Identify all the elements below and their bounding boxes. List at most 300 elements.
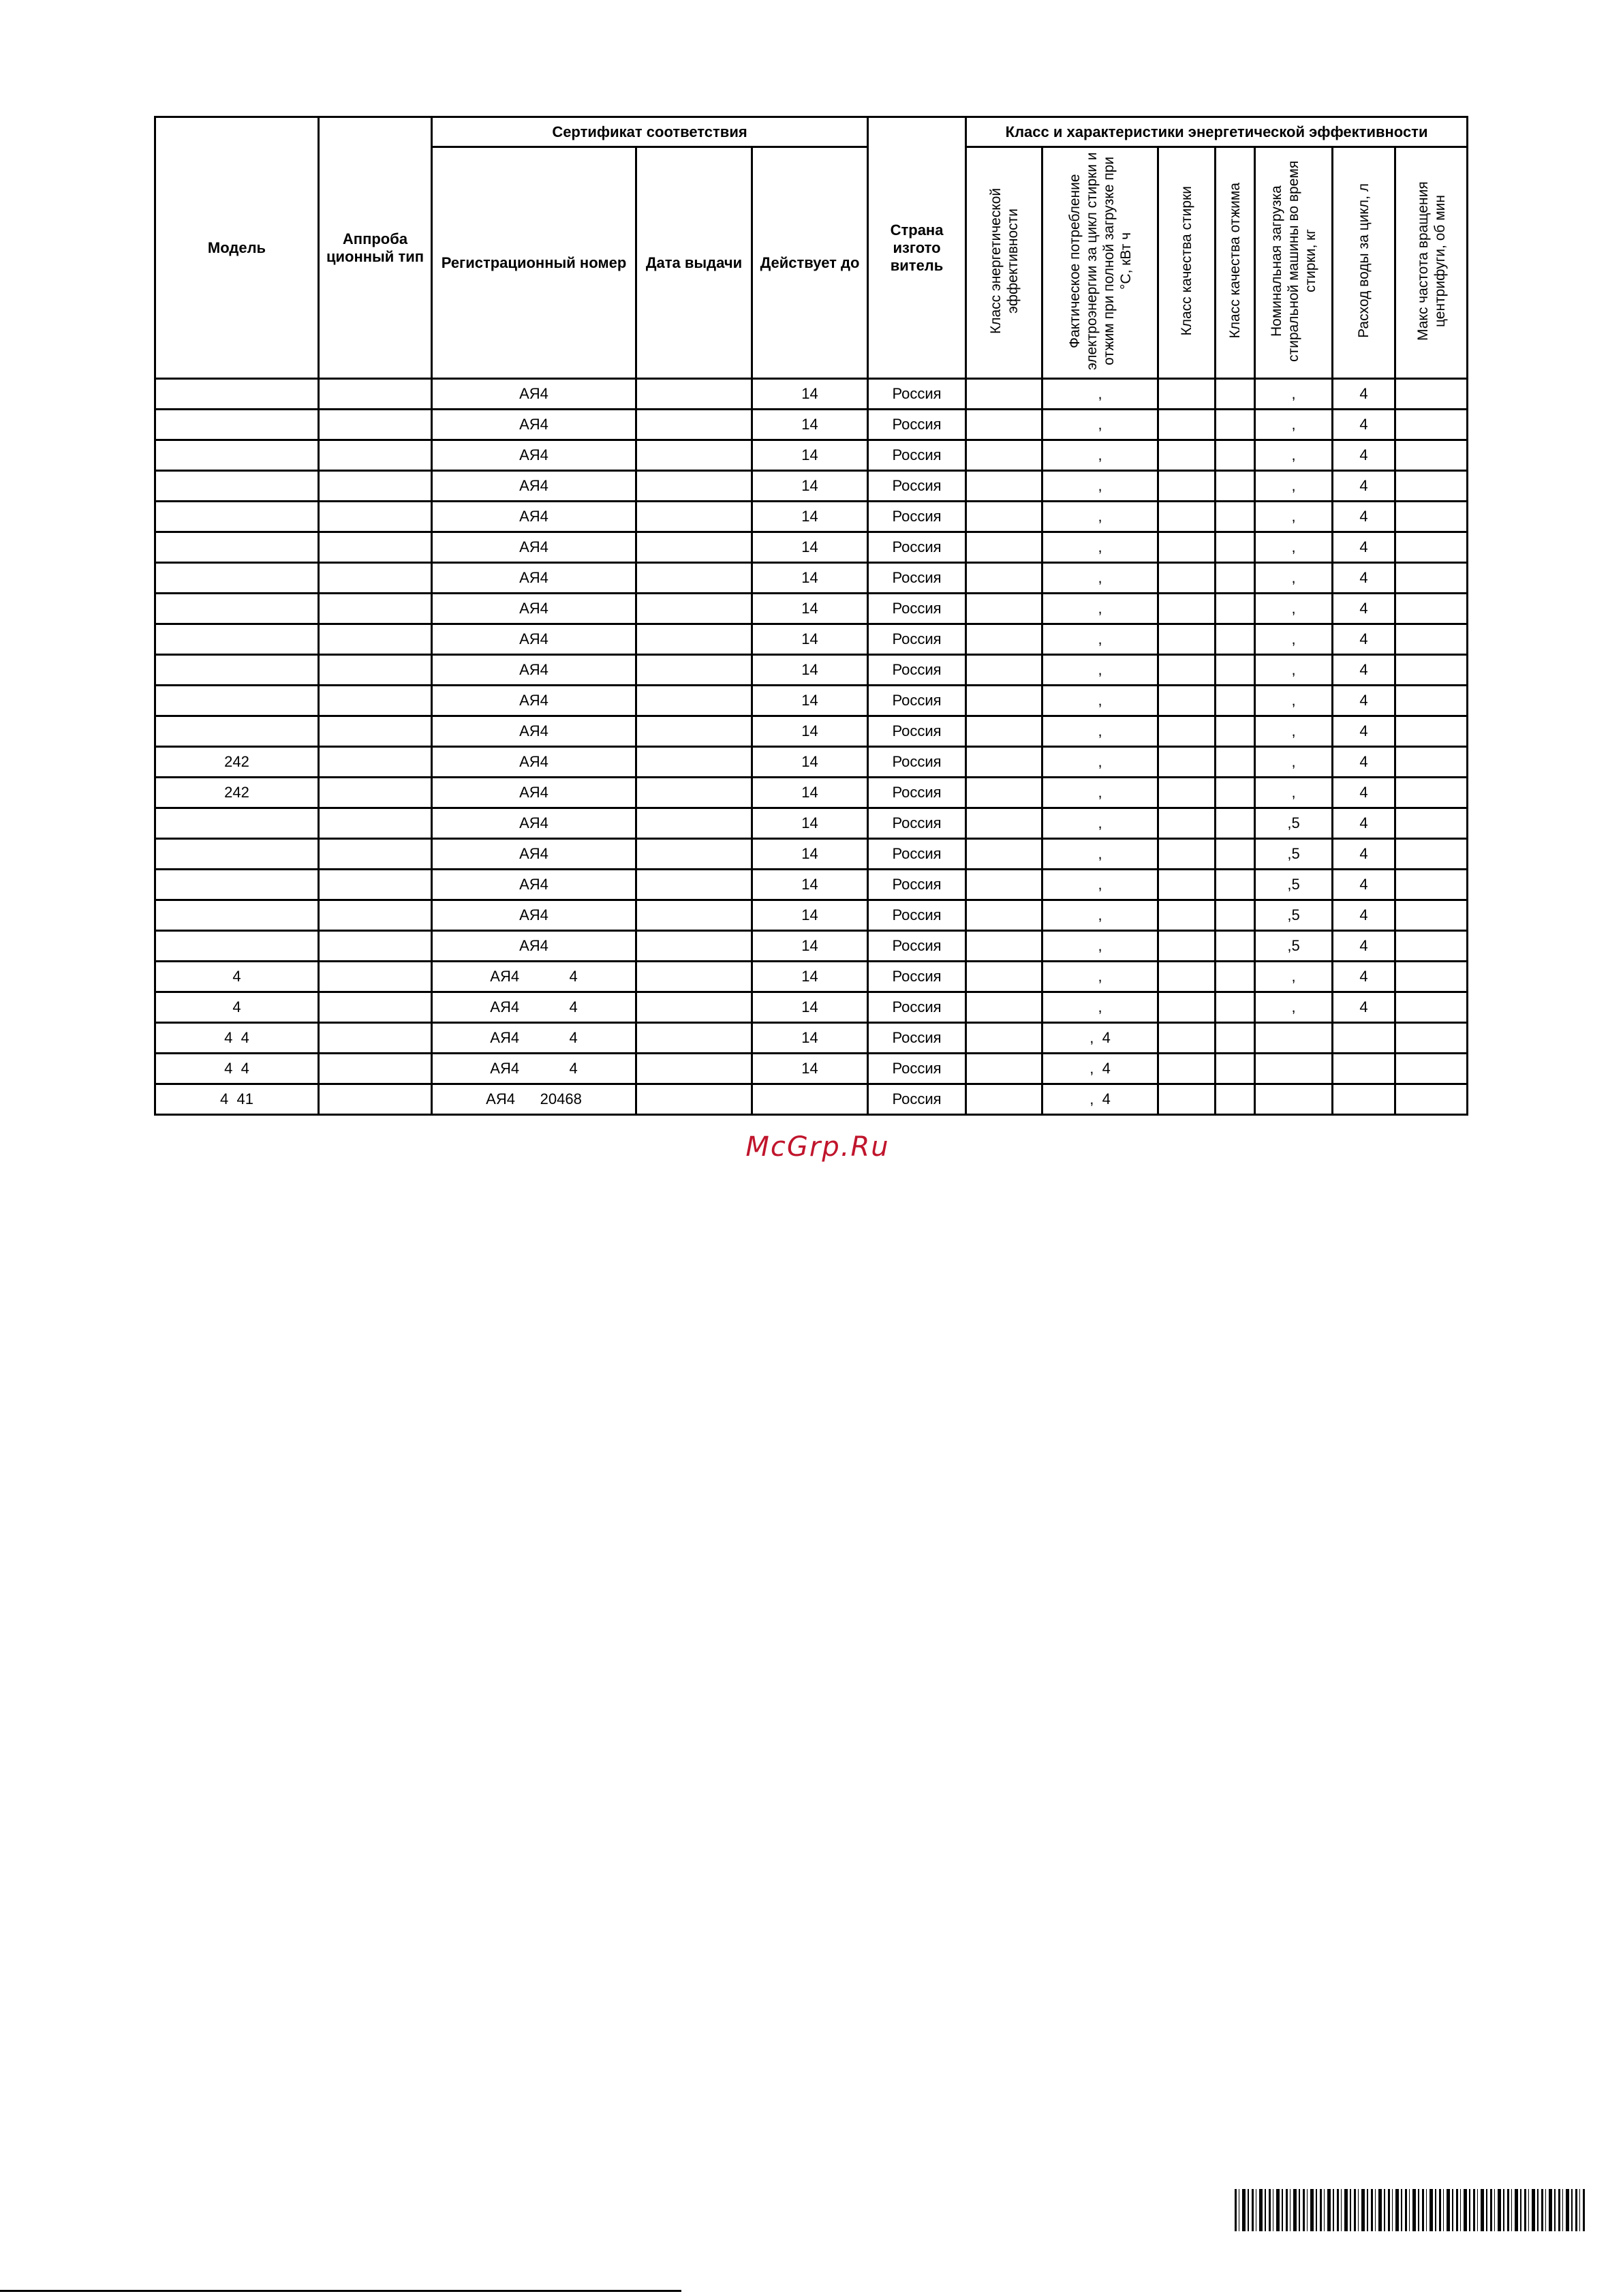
cell-water: 4: [1333, 870, 1395, 900]
cell-load: ,: [1255, 563, 1333, 594]
cell-spin: [1216, 808, 1255, 839]
cell-load: ,: [1255, 379, 1333, 410]
cell-model: [155, 471, 319, 502]
cell-consumption: ,: [1042, 778, 1158, 808]
table-row: [155, 1084, 1468, 1115]
cell-country: Россия: [868, 931, 966, 962]
cell-country: Россия: [868, 471, 966, 502]
cell-model: [155, 532, 319, 563]
cell-eclass: [966, 839, 1042, 870]
table-row: [155, 440, 1468, 471]
cell-country: Россия: [868, 379, 966, 410]
cell-water: 4: [1333, 778, 1395, 808]
cell-wash: [1158, 1023, 1216, 1054]
cell-approval: [319, 931, 432, 962]
cell-water: 4: [1333, 410, 1395, 440]
cell-spin: [1216, 870, 1255, 900]
cell-eclass: [966, 502, 1042, 532]
cell-date: [636, 563, 752, 594]
cell-wash: [1158, 839, 1216, 870]
cell-model: 4 41: [155, 1084, 319, 1115]
cell-date: [636, 624, 752, 655]
cell-reg: АЯ4: [432, 440, 636, 471]
cell-consumption: ,: [1042, 870, 1158, 900]
cell-reg: АЯ4: [432, 624, 636, 655]
cell-valid: 14: [752, 624, 868, 655]
cell-date: [636, 1054, 752, 1084]
cell-model: [155, 379, 319, 410]
cell-reg: АЯ4: [432, 594, 636, 624]
cell-spin: [1216, 1054, 1255, 1084]
cell-eclass: [966, 778, 1042, 808]
cell-speed: [1395, 379, 1468, 410]
cell-model: [155, 440, 319, 471]
cell-country: Россия: [868, 1023, 966, 1054]
cell-load: ,5: [1255, 900, 1333, 931]
cell-country: Россия: [868, 655, 966, 686]
header-energy-class: [966, 147, 1042, 379]
cell-water: 4: [1333, 808, 1395, 839]
header-energy-class-text: Класс энергетической эффективности: [987, 187, 1021, 334]
cell-model: 4: [155, 962, 319, 992]
cell-approval: [319, 594, 432, 624]
cell-speed: [1395, 931, 1468, 962]
cell-reg: АЯ4: [432, 563, 636, 594]
header-approval-type: Аппроба ционный тип: [319, 117, 432, 379]
cell-model: 242: [155, 778, 319, 808]
cell-reg: АЯ4: [432, 655, 636, 686]
cell-reg: АЯ4: [432, 931, 636, 962]
cell-water: 4: [1333, 839, 1395, 870]
cell-valid: 14: [752, 655, 868, 686]
cell-eclass: [966, 992, 1042, 1023]
cell-valid: 14: [752, 440, 868, 471]
cell-speed: [1395, 808, 1468, 839]
cell-wash: [1158, 992, 1216, 1023]
header-model: Модель: [155, 117, 319, 379]
table-row: [155, 778, 1468, 808]
cell-model: [155, 839, 319, 870]
cell-date: [636, 686, 752, 716]
cell-eclass: [966, 532, 1042, 563]
table-row: [155, 532, 1468, 563]
cell-water: 4: [1333, 502, 1395, 532]
cell-consumption: ,: [1042, 594, 1158, 624]
cell-spin: [1216, 686, 1255, 716]
cell-water: 4: [1333, 655, 1395, 686]
cell-spin: [1216, 1023, 1255, 1054]
cell-country: Россия: [868, 532, 966, 563]
cell-load: ,5: [1255, 808, 1333, 839]
cell-speed: [1395, 716, 1468, 747]
cell-wash: [1158, 471, 1216, 502]
cell-model: 242: [155, 747, 319, 778]
cell-approval: [319, 808, 432, 839]
cell-approval: [319, 992, 432, 1023]
barcode-icon: [1235, 2189, 1585, 2231]
cell-consumption: ,: [1042, 655, 1158, 686]
cell-approval: [319, 410, 432, 440]
cell-reg: АЯ4: [432, 808, 636, 839]
cell-reg: АЯ4: [432, 379, 636, 410]
cell-water: [1333, 1054, 1395, 1084]
cell-approval: [319, 839, 432, 870]
cell-country: Россия: [868, 992, 966, 1023]
cell-spin: [1216, 594, 1255, 624]
cell-consumption: ,: [1042, 502, 1158, 532]
table-row: [155, 686, 1468, 716]
cell-reg: АЯ4 4: [432, 992, 636, 1023]
cell-spin: [1216, 1084, 1255, 1115]
cell-spin: [1216, 379, 1255, 410]
cell-valid: 14: [752, 747, 868, 778]
cell-eclass: [966, 1054, 1042, 1084]
cell-model: [155, 716, 319, 747]
header-max-speed-text: Макс частота вращения центрифуги, об мин: [1415, 181, 1448, 341]
cell-consumption: ,: [1042, 471, 1158, 502]
cell-water: 4: [1333, 532, 1395, 563]
cell-spin: [1216, 778, 1255, 808]
cell-eclass: [966, 962, 1042, 992]
cell-speed: [1395, 502, 1468, 532]
cell-consumption: ,: [1042, 716, 1158, 747]
cell-wash: [1158, 931, 1216, 962]
cell-reg: АЯ4: [432, 502, 636, 532]
table-row: [155, 900, 1468, 931]
cell-eclass: [966, 900, 1042, 931]
cell-load: ,: [1255, 532, 1333, 563]
cell-model: [155, 624, 319, 655]
cell-eclass: [966, 870, 1042, 900]
cell-consumption: ,: [1042, 962, 1158, 992]
cell-date: [636, 410, 752, 440]
cell-reg: АЯ4: [432, 778, 636, 808]
header-reg-number: Регистрационный номер: [432, 147, 636, 379]
cell-spin: [1216, 962, 1255, 992]
cell-consumption: ,: [1042, 563, 1158, 594]
cell-date: [636, 1084, 752, 1115]
cell-country: Россия: [868, 962, 966, 992]
cell-wash: [1158, 410, 1216, 440]
cell-speed: [1395, 624, 1468, 655]
cell-reg: АЯ4: [432, 410, 636, 440]
cell-speed: [1395, 900, 1468, 931]
cell-eclass: [966, 594, 1042, 624]
cell-speed: [1395, 440, 1468, 471]
cell-load: ,: [1255, 747, 1333, 778]
cell-approval: [319, 870, 432, 900]
cell-model: [155, 870, 319, 900]
cell-approval: [319, 532, 432, 563]
cell-date: [636, 379, 752, 410]
cell-valid: 14: [752, 931, 868, 962]
cell-valid: 14: [752, 379, 868, 410]
cell-speed: [1395, 962, 1468, 992]
cell-load: ,: [1255, 655, 1333, 686]
cell-load: [1255, 1054, 1333, 1084]
cell-spin: [1216, 716, 1255, 747]
cell-spin: [1216, 624, 1255, 655]
cell-model: [155, 410, 319, 440]
cell-consumption: ,: [1042, 410, 1158, 440]
cell-date: [636, 900, 752, 931]
cell-wash: [1158, 870, 1216, 900]
cell-water: 4: [1333, 686, 1395, 716]
cell-country: Россия: [868, 686, 966, 716]
cell-eclass: [966, 379, 1042, 410]
header-wash-class-text: Класс качества стирки: [1179, 185, 1195, 336]
cell-load: [1255, 1023, 1333, 1054]
cell-model: [155, 931, 319, 962]
cell-valid: 14: [752, 716, 868, 747]
cell-reg: АЯ4 4: [432, 962, 636, 992]
cell-country: Россия: [868, 594, 966, 624]
cell-reg: АЯ4 20468: [432, 1084, 636, 1115]
cell-valid: 14: [752, 686, 868, 716]
cell-load: ,: [1255, 778, 1333, 808]
cell-valid: 14: [752, 1054, 868, 1084]
table-row: [155, 410, 1468, 440]
cell-speed: [1395, 1023, 1468, 1054]
cell-load: ,: [1255, 686, 1333, 716]
header-consumption: [1042, 147, 1158, 379]
header-spin-class-text: Класс качества отжима: [1227, 183, 1243, 339]
table-row: [155, 870, 1468, 900]
cell-consumption: ,: [1042, 440, 1158, 471]
table-row: [155, 992, 1468, 1023]
cell-speed: [1395, 410, 1468, 440]
cell-reg: АЯ4 4: [432, 1054, 636, 1084]
header-nominal-load: [1255, 147, 1333, 379]
cell-load: ,: [1255, 716, 1333, 747]
cell-water: 4: [1333, 962, 1395, 992]
cell-water: 4: [1333, 563, 1395, 594]
cell-speed: [1395, 532, 1468, 563]
cell-date: [636, 931, 752, 962]
cell-eclass: [966, 471, 1042, 502]
table-row: [155, 379, 1468, 410]
cell-load: ,: [1255, 962, 1333, 992]
cell-wash: [1158, 778, 1216, 808]
cell-consumption: ,: [1042, 900, 1158, 931]
cell-model: [155, 502, 319, 532]
cell-load: ,: [1255, 440, 1333, 471]
cell-approval: [319, 624, 432, 655]
table-row: [155, 624, 1468, 655]
cell-approval: [319, 471, 432, 502]
table-row: [155, 716, 1468, 747]
cell-consumption: ,: [1042, 931, 1158, 962]
cell-consumption: ,: [1042, 532, 1158, 563]
cell-speed: [1395, 686, 1468, 716]
cell-reg: АЯ4: [432, 900, 636, 931]
cell-country: Россия: [868, 624, 966, 655]
cell-speed: [1395, 839, 1468, 870]
cell-load: ,5: [1255, 839, 1333, 870]
table-row: [155, 808, 1468, 839]
cell-country: Россия: [868, 808, 966, 839]
cell-country: Россия: [868, 747, 966, 778]
cell-speed: [1395, 594, 1468, 624]
table-row: [155, 839, 1468, 870]
header-wash-class: [1158, 147, 1216, 379]
cell-spin: [1216, 471, 1255, 502]
cell-date: [636, 471, 752, 502]
cell-wash: [1158, 747, 1216, 778]
cell-model: [155, 563, 319, 594]
cell-spin: [1216, 532, 1255, 563]
table-row: [155, 471, 1468, 502]
cell-wash: [1158, 1084, 1216, 1115]
cell-consumption: ,: [1042, 624, 1158, 655]
cell-wash: [1158, 594, 1216, 624]
cell-date: [636, 962, 752, 992]
cell-country: Россия: [868, 1054, 966, 1084]
cell-valid: 14: [752, 839, 868, 870]
cell-valid: 14: [752, 1023, 868, 1054]
cell-reg: АЯ4: [432, 686, 636, 716]
table-row: [155, 594, 1468, 624]
cell-speed: [1395, 1054, 1468, 1084]
cell-date: [636, 716, 752, 747]
header-energy-group: Класс и характеристики энергетической эффективности: [966, 117, 1468, 147]
cell-load: ,: [1255, 594, 1333, 624]
table-row: [155, 502, 1468, 532]
cell-spin: [1216, 900, 1255, 931]
table-row: [155, 655, 1468, 686]
table-row: [155, 962, 1468, 992]
cell-wash: [1158, 686, 1216, 716]
cell-water: 4: [1333, 900, 1395, 931]
cell-valid: 14: [752, 594, 868, 624]
cell-reg: АЯ4 4: [432, 1023, 636, 1054]
cell-water: 4: [1333, 594, 1395, 624]
cell-speed: [1395, 471, 1468, 502]
cell-wash: [1158, 716, 1216, 747]
cell-valid: 14: [752, 870, 868, 900]
cell-reg: АЯ4: [432, 471, 636, 502]
cell-eclass: [966, 563, 1042, 594]
cell-approval: [319, 655, 432, 686]
header-issue-date: Дата выдачи: [636, 147, 752, 379]
table-body: [155, 379, 1468, 1115]
cell-load: ,: [1255, 502, 1333, 532]
cell-date: [636, 839, 752, 870]
cell-load: ,: [1255, 992, 1333, 1023]
cell-country: Россия: [868, 410, 966, 440]
header-valid-until: Действует до: [752, 147, 868, 379]
cell-model: [155, 900, 319, 931]
cell-valid: 14: [752, 410, 868, 440]
cell-spin: [1216, 563, 1255, 594]
cell-wash: [1158, 808, 1216, 839]
header-max-speed: [1395, 147, 1468, 379]
cell-consumption: ,: [1042, 379, 1158, 410]
cell-model: [155, 655, 319, 686]
cell-water: 4: [1333, 379, 1395, 410]
cell-date: [636, 870, 752, 900]
cell-model: 4 4: [155, 1054, 319, 1084]
cell-country: Россия: [868, 502, 966, 532]
header-water: [1333, 147, 1395, 379]
cell-consumption: ,: [1042, 747, 1158, 778]
cell-valid: 14: [752, 962, 868, 992]
cell-consumption: , 4: [1042, 1054, 1158, 1084]
cell-water: 4: [1333, 471, 1395, 502]
cell-load: ,5: [1255, 931, 1333, 962]
cell-valid: 14: [752, 563, 868, 594]
cell-country: Россия: [868, 839, 966, 870]
cell-date: [636, 808, 752, 839]
cell-water: 4: [1333, 747, 1395, 778]
cell-approval: [319, 962, 432, 992]
cell-eclass: [966, 624, 1042, 655]
cell-date: [636, 532, 752, 563]
cell-speed: [1395, 1084, 1468, 1115]
cell-date: [636, 747, 752, 778]
watermark: McGrp.Ru: [745, 1131, 890, 1163]
cell-reg: АЯ4: [432, 716, 636, 747]
cell-spin: [1216, 440, 1255, 471]
table-row: [155, 1023, 1468, 1054]
cell-model: [155, 686, 319, 716]
cell-consumption: ,: [1042, 839, 1158, 870]
header-certificate: Сертификат соответствия: [432, 117, 868, 147]
cell-wash: [1158, 440, 1216, 471]
cell-approval: [319, 1084, 432, 1115]
cell-date: [636, 594, 752, 624]
cell-load: ,: [1255, 410, 1333, 440]
header-spin-class: [1216, 147, 1255, 379]
cell-approval: [319, 1023, 432, 1054]
cell-approval: [319, 716, 432, 747]
cell-consumption: ,: [1042, 808, 1158, 839]
cell-model: [155, 808, 319, 839]
cell-valid: 14: [752, 532, 868, 563]
cell-approval: [319, 440, 432, 471]
cell-approval: [319, 502, 432, 532]
cell-date: [636, 1023, 752, 1054]
cell-wash: [1158, 1054, 1216, 1084]
cell-valid: 14: [752, 992, 868, 1023]
table-row: [155, 931, 1468, 962]
cell-spin: [1216, 839, 1255, 870]
cell-wash: [1158, 563, 1216, 594]
cell-date: [636, 992, 752, 1023]
cell-water: [1333, 1084, 1395, 1115]
cell-country: Россия: [868, 440, 966, 471]
cell-model: [155, 594, 319, 624]
cell-speed: [1395, 870, 1468, 900]
cell-country: Россия: [868, 716, 966, 747]
cell-consumption: , 4: [1042, 1084, 1158, 1115]
cell-consumption: ,: [1042, 992, 1158, 1023]
cell-eclass: [966, 686, 1042, 716]
cell-water: 4: [1333, 716, 1395, 747]
cell-speed: [1395, 992, 1468, 1023]
cell-spin: [1216, 992, 1255, 1023]
cell-load: [1255, 1084, 1333, 1115]
cell-eclass: [966, 655, 1042, 686]
cell-valid: 14: [752, 808, 868, 839]
cell-country: Россия: [868, 778, 966, 808]
cell-spin: [1216, 502, 1255, 532]
cell-spin: [1216, 410, 1255, 440]
cell-water: 4: [1333, 624, 1395, 655]
cell-water: 4: [1333, 931, 1395, 962]
cell-approval: [319, 379, 432, 410]
cell-spin: [1216, 931, 1255, 962]
